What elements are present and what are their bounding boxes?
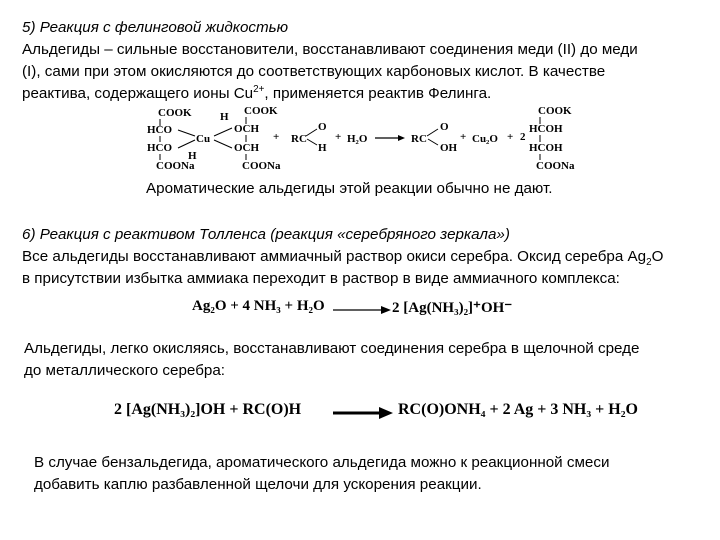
scheme-h-bottom: H — [188, 150, 197, 162]
section6-line1-b: O — [651, 248, 664, 265]
scheme-o-2: O — [440, 121, 449, 133]
scheme-hco-2: HCO — [147, 142, 173, 154]
scheme-plus-4: + — [507, 131, 514, 143]
scheme-hcoh-1: HCOH — [529, 123, 563, 135]
section5-line1: Альдегиды – сильные восстановители, восстанавливают соединения меди (II) до меди — [22, 41, 638, 58]
eq2-left: 2 [Ag(NH₃)₂]OH + RC(O)H — [114, 401, 302, 418]
scheme-plus-2: + — [335, 131, 342, 143]
scheme-cook-3: COOK — [538, 105, 572, 117]
para3-line1: В случае бензальдегида, ароматического альдегида можно к реакционной смеси — [34, 454, 610, 471]
scheme-coef-2: 2 — [520, 131, 526, 143]
scheme-rc-2: RC — [411, 133, 427, 145]
scheme-och-1: OCH — [234, 123, 260, 135]
scheme-och-2: OCH — [234, 142, 260, 154]
scheme-coona-3: COONa — [536, 160, 575, 172]
section5-heading: 5) Реакция с фелинговой жидкостью — [22, 19, 289, 36]
eq2-right: RC(O)ONH₄ + 2 Ag + 3 NH₃ + H₂O — [398, 401, 638, 418]
scheme-h2o: H₂O — [347, 133, 368, 145]
scheme-coona-1: COONa — [156, 160, 195, 172]
scheme-o-1: O — [318, 121, 327, 133]
scheme-plus-3: + — [460, 131, 467, 143]
section6-line1-a: Все альдегиды восстанавливают аммиачный раствор окиси серебра. Оксид серебра Ag — [22, 248, 647, 265]
scheme-h-aldehyde: H — [318, 142, 327, 154]
section5-line2: (I), сами при этом окисляются до соответствующих карбоновых кислот. В качестве — [22, 63, 606, 80]
scheme-cu2o: Cu₂O — [472, 133, 498, 145]
cu-charge: 2+ — [253, 83, 265, 95]
scheme-hcoh-2: HCOH — [529, 142, 563, 154]
scheme-plus-1: + — [273, 131, 280, 143]
ag2o-subscript: 2 — [646, 257, 652, 269]
eq1-left: Ag₂O + 4 NH₃ + H₂O — [192, 298, 325, 314]
section6-line1 — [22, 246, 663, 268]
para2-line1: Альдегиды, легко окисляясь, восстанавливают соединения серебра в щелочной среде — [24, 340, 640, 357]
para3-line2: добавить каплю разбавленной щелочи для ускорения реакции. — [34, 476, 482, 493]
eq1-arrow — [333, 304, 393, 316]
section5-note: Ароматические альдегиды этой реакции обычно не дают. — [146, 180, 553, 197]
section6-heading: 6) Реакция с реактивом Толленса (реакция «серебряного зеркала») — [22, 226, 510, 243]
eq2-arrow — [333, 406, 395, 420]
scheme-coona-2: COONa — [242, 160, 281, 172]
scheme-cu: Cu — [196, 133, 211, 145]
scheme-oh: OH — [440, 142, 458, 154]
section5-line3-a: реактива, содержащего ионы Cu — [22, 85, 254, 102]
scheme-cook-1: COOK — [158, 107, 192, 119]
eq1-right: 2 [Ag(NH₃)₂]⁺OH⁻ — [392, 300, 513, 316]
section5-line3-b: , применяется реактив Фелинга. — [264, 85, 492, 102]
fehling-reaction-scheme — [0, 100, 720, 190]
scheme-rc-1: RC — [291, 133, 307, 145]
section6-line2: в присутствии избытка аммиака переходит в раствор в виде аммиачного комплекса: — [22, 270, 620, 287]
scheme-h-top: H — [220, 111, 229, 123]
para2-line2: до металлического серебра: — [24, 362, 226, 379]
scheme-cook-2: COOK — [244, 105, 278, 117]
scheme-hco-1: HCO — [147, 124, 173, 136]
